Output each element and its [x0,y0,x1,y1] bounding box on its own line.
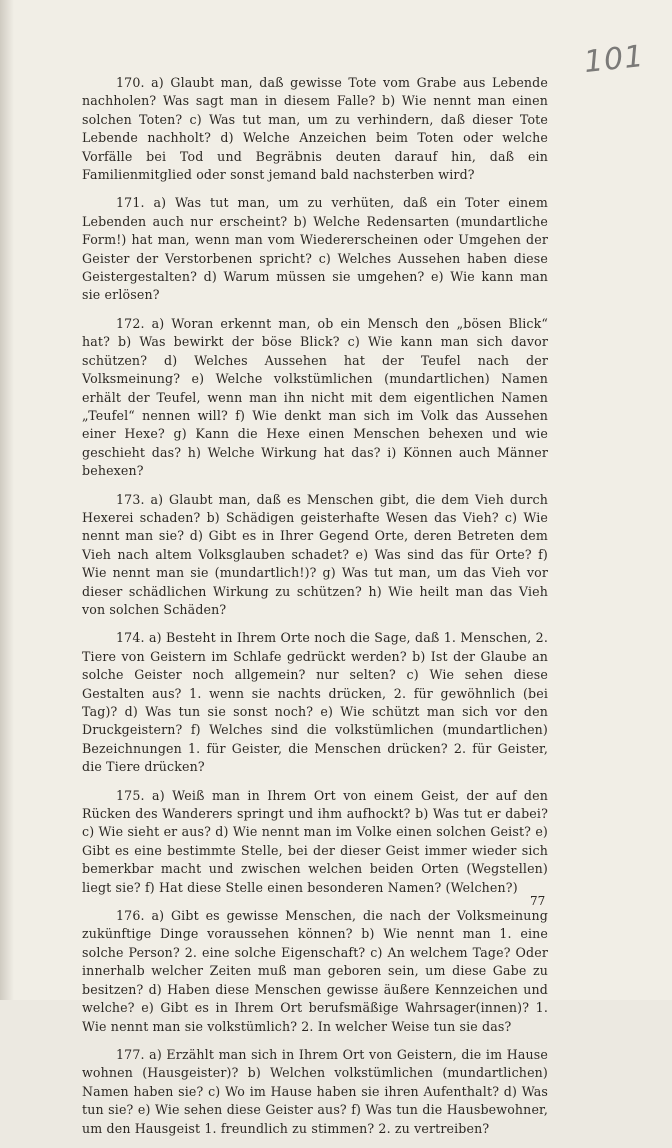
question-174: 174. a) Besteht in Ihrem Orte noch die Sage, daß 1. Menschen, 2. Tiere von Geistern im Schlafe gedrückt werden? b) Ist der Glaube an solche Geister noch allgemein? nur selten? c) Wie sehen diese Gestalten aus? 1. wenn sie nachts drücken, 2. für gewöhnlich (bei Tag)? d) Was tun sie sonst noch? e) Wie schützt man sich vor den Druckgeistern? f) Welches sind die volkstümlichen (mundartlichen) Bezeichnungen 1. für Geister, die Menschen drücken? 2. für Geister, die Tiere drücken? [82,630,548,775]
questionnaire-text [82,74,548,1148]
question-175: 175. a) Weiß man in Ihrem Ort von einem Geist, der auf den Rücken des Wanderers springt und ihm aufhockt? b) Was tut er dabei? c) Wie sieht er aus? d) Wie nennt man im Volke einen solchen Geist? e) Gibt es eine bestimmte Stelle, bei der dieser Geist immer wieder sich bemerkbar macht und zwischen welchen beiden Orten (Wegstellen) liegt sie? f) Hat diese Stelle einen besonderen Namen? (Welchen?) [82,787,548,895]
page-edge-shadow [0,0,14,1000]
handwritten-folio-number: 101 [582,38,646,81]
question-172: 172. a) Woran erkennt man, ob ein Mensch den „bösen Blick“ hat? b) Was bewirkt der böse Blick? c) Wie kann man sich davor schützen? d) Welches Aussehen hat der Teufel nach der Volksmeinung? e) Welche volkstümlichen (mundartlichen) Namen erhält der Teufel, wenn man ihn nicht mit dem eigentlichen Namen „Teufel“ nennen will? f) Wie denkt man sich im Volk das Aussehen einer Hexe? g) Kann die Hexe einen Menschen behexen und wie geschieht das? h) Welche Wirkung hat das? i) Können auch Männer behexen? [82,315,548,479]
question-173: 173. a) Glaubt man, daß es Menschen gibt, die dem Vieh durch Hexerei schaden? b) Schädigen geisterhafte Wesen das Vieh? c) Wie nennt man sie? d) Gibt es in Ihrer Gegend Orte, deren Betreten dem Vieh nach altem Volksglauben schadet? e) Was sind das für Orte? f) Wie nennt man sie (mundartlich!)? g) Was tut man, um das Vieh vor dieser schädlichen Wirkung zu schützen? h) Wie heilt man das Vieh von solchen Schäden? [82,491,548,617]
question-171: 171. a) Was tut man, um zu verhüten, daß ein Toter einem Lebenden auch nur erscheint? b) Welche Redensarten (mundartliche Form!) hat man, wenn man vom Wiedererscheinen oder Umgehen der Geister der Verstorbenen spricht? c) Welches Aussehen haben diese Geistergestalten? d) Warum müssen sie umgehen? e) Wie kann man sie erlösen? [82,195,548,303]
page-number: 77 [530,894,546,908]
question-176: 176. a) Gibt es gewisse Menschen, die nach der Volksmeinung zukünftige Dinge voraussehen können? b) Wie nennt man 1. eine solche Person? 2. eine solche Eigenschaft? c) An welchem Tage? Oder innerhalb welcher Zeiten muß man geboren sein, um diese Gabe zu besitzen? d) Haben diese Menschen gewisse äußere Kennzeichen und welche? e) Gibt es in Ihrem Ort berufsmäßige Wahrsager(innen)? 1. Wie nennt man sie volkstümlich? 2. In welcher Weise tun sie das? [82,908,548,1034]
question-177: 177. a) Erzählt man sich in Ihrem Ort von Geistern, die im Hause wohnen (Hausgeister)? b) Welchen volkstümlichen (mundartlichen) Namen haben sie? c) Wo im Hause haben sie ihren Aufenthalt? d) Was tun sie? e) Wie sehen diese Geister aus? f) Was tun die Hausbewohner, um den Hausgeist 1. freundlich zu stimmen? 2. zu vertreiben? [82,1046,548,1136]
question-170: 170. a) Glaubt man, daß gewisse Tote vom Grabe aus Lebende nachholen? Was sagt man in diesem Falle? b) Wie nennt man einen solchen Toten? c) Was tut man, um zu verhindern, daß dieser Tote Lebende nachholt? d) Welche Anzeichen beim Toten oder welche Vorfälle bei Tod und Begräbnis deuten darauf hin, daß ein Familienmitglied oder sonst jemand bald nachsterben wird? [82,75,548,183]
